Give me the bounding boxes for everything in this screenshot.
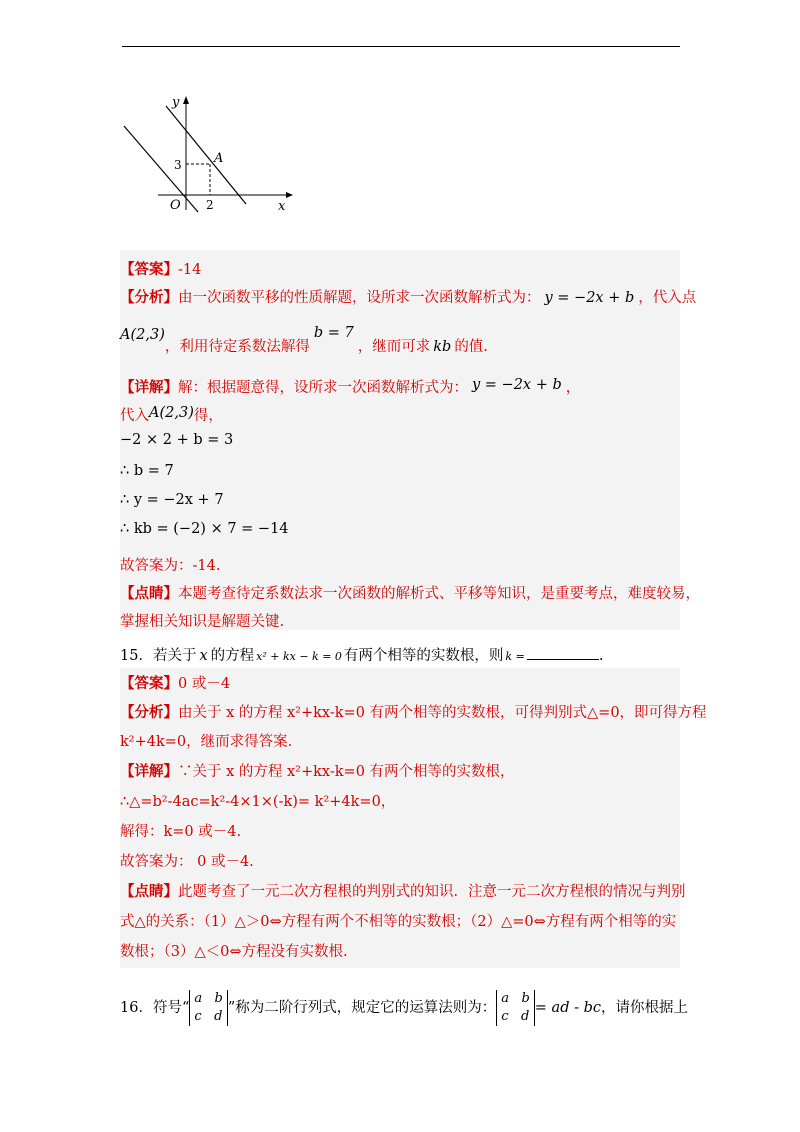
- analysis-text: 由关于 x 的方程 x²+kx-k=0 有两个相等的实数根，可得判别式△=0，即可得方程: [178, 705, 707, 721]
- detail-text: 得，: [193, 408, 223, 424]
- q15-detail-line-3: 解得：k=0 或－4.: [120, 824, 242, 840]
- stem-k: k =: [505, 650, 525, 663]
- q14-step-3: ∴ y = −2x + 7: [120, 492, 224, 508]
- answer-tag: 【答案】: [120, 675, 178, 692]
- x-axis-label: x: [278, 199, 286, 214]
- q15-analysis-line-2: k²+4k=0，继而求得答案.: [120, 734, 293, 750]
- origin-label: O: [170, 198, 181, 213]
- det-b: b: [521, 991, 530, 1006]
- answer-value: -14: [178, 262, 202, 278]
- det-a: a: [501, 991, 510, 1006]
- stem-x: x: [199, 648, 208, 664]
- q14-detail-line-2: [120, 404, 223, 425]
- q14-comment-line-2: 掌握相关知识是解题关键.: [120, 614, 285, 630]
- q14-step-2: ∴ b = 7: [120, 463, 174, 479]
- top-rule: [122, 46, 680, 47]
- q14-answer: [120, 258, 201, 279]
- stem-text: 有两个相等的实数根，则: [343, 648, 504, 664]
- q14-analysis-line-2: [120, 325, 488, 356]
- y-axis-arrow: [183, 96, 189, 104]
- determinant-symbol: [189, 990, 228, 1026]
- determinant-formula: = ad - bc: [534, 1000, 602, 1016]
- detail-tag: 【详解】: [120, 763, 178, 780]
- stem-text: ，请你根据上: [601, 1000, 689, 1016]
- q16-stem: [120, 988, 688, 1028]
- y-axis-label: y: [172, 95, 180, 110]
- detail-text: 代入: [120, 408, 149, 424]
- q14-step-4: ∴ kb = (−2) × 7 = −14: [120, 521, 289, 537]
- det-d: d: [520, 1009, 530, 1024]
- comment-text: 此题考查了一元二次方程根的判别式的知识．注意一元二次方程根的情况与判别: [178, 884, 686, 900]
- kb-math: kb: [433, 339, 452, 355]
- q15-comment-line-3: 数根；（3）△＜0⇔方程没有实数根.: [120, 944, 348, 960]
- analysis-text: ，继而可求: [357, 339, 431, 355]
- analysis-tag: 【分析】: [120, 704, 178, 721]
- answer-blank[interactable]: [527, 647, 599, 660]
- b-value-math: b = 7: [313, 325, 354, 341]
- det-c: c: [501, 1009, 509, 1024]
- comment-tag: 【点睛】: [120, 883, 178, 900]
- q15-answer: [120, 672, 230, 693]
- tick-y-label: 3: [174, 158, 182, 172]
- analysis-text: 的值.: [454, 339, 488, 355]
- detail-text: 解：根据题意得，设所求一次函数解析式为：: [178, 380, 468, 396]
- stem-text: 15．若关于: [120, 648, 197, 664]
- q15-comment-line-2: 式△的关系：（1）△＞0⇔方程有两个不相等的实数根；（2）△=0⇔方程有两个相等的实: [120, 914, 677, 930]
- tick-x-label: 2: [206, 198, 214, 212]
- analysis-text: ，利用待定系数法解得: [164, 339, 310, 355]
- stem-text: 的方程: [210, 648, 255, 664]
- detail-text: ，: [565, 380, 581, 396]
- x-axis-arrow: [286, 192, 293, 198]
- q15-detail-line-2: ∴△=b²-4ac=k²-4×1×(-k)= k²+4k=0，: [120, 794, 396, 810]
- stem-text: 16．符号“: [120, 1000, 190, 1016]
- q14-comment-line-1: [120, 582, 700, 603]
- answer-tag: 【答案】: [120, 261, 178, 278]
- det-a: a: [194, 991, 203, 1006]
- q14-analysis-line-1: [120, 286, 696, 307]
- comment-tag: 【点睛】: [120, 585, 178, 602]
- answer-value: 0 或－4: [178, 676, 231, 692]
- detail-text: ∵关于 x 的方程 x²+kx-k=0 有两个相等的实数根，: [178, 764, 515, 780]
- q15-detail-line-4: 故答案为： 0 或－4.: [120, 854, 254, 870]
- analysis-tag: 【分析】: [120, 289, 178, 306]
- q15-stem: [120, 644, 603, 665]
- q15-comment-line-1: [120, 880, 686, 901]
- point-a-math: A(2,3): [120, 327, 165, 343]
- det-d: d: [214, 1009, 223, 1024]
- q14-step-1: −2 × 2 + b = 3: [120, 432, 234, 448]
- det-b: b: [214, 991, 223, 1006]
- q14-final: 故答案为：-14.: [120, 558, 221, 574]
- det-c: c: [194, 1009, 202, 1024]
- q15-detail-line-1: [120, 760, 515, 781]
- comment-text: 本题考查待定系数法求一次函数的解析式、平移等知识，是重要考点，难度较易，: [178, 586, 700, 602]
- analysis-text: 由一次函数平移的性质解题，设所求一次函数解析式为：: [178, 290, 541, 306]
- point-a-label: A: [214, 151, 224, 166]
- analysis-formula: y = −2x + b: [544, 290, 635, 306]
- q15-analysis-line-1: [120, 701, 707, 722]
- analysis-text: ，代入点: [638, 290, 697, 306]
- stem-text: .: [598, 648, 604, 664]
- line-y-neg2x: [124, 126, 198, 212]
- detail-tag: 【详解】: [120, 379, 178, 396]
- q14-detail-line-1: [120, 376, 580, 397]
- detail-formula: y = −2x + b: [472, 377, 562, 393]
- stem-equation: x² + kx − k = 0: [256, 650, 342, 663]
- coordinate-figure: [118, 92, 298, 216]
- stem-text: ”称为二阶行列式，规定它的运算法则为：: [227, 1000, 497, 1016]
- determinant-rule: [496, 990, 535, 1026]
- detail-point-math: A(2,3): [149, 405, 194, 421]
